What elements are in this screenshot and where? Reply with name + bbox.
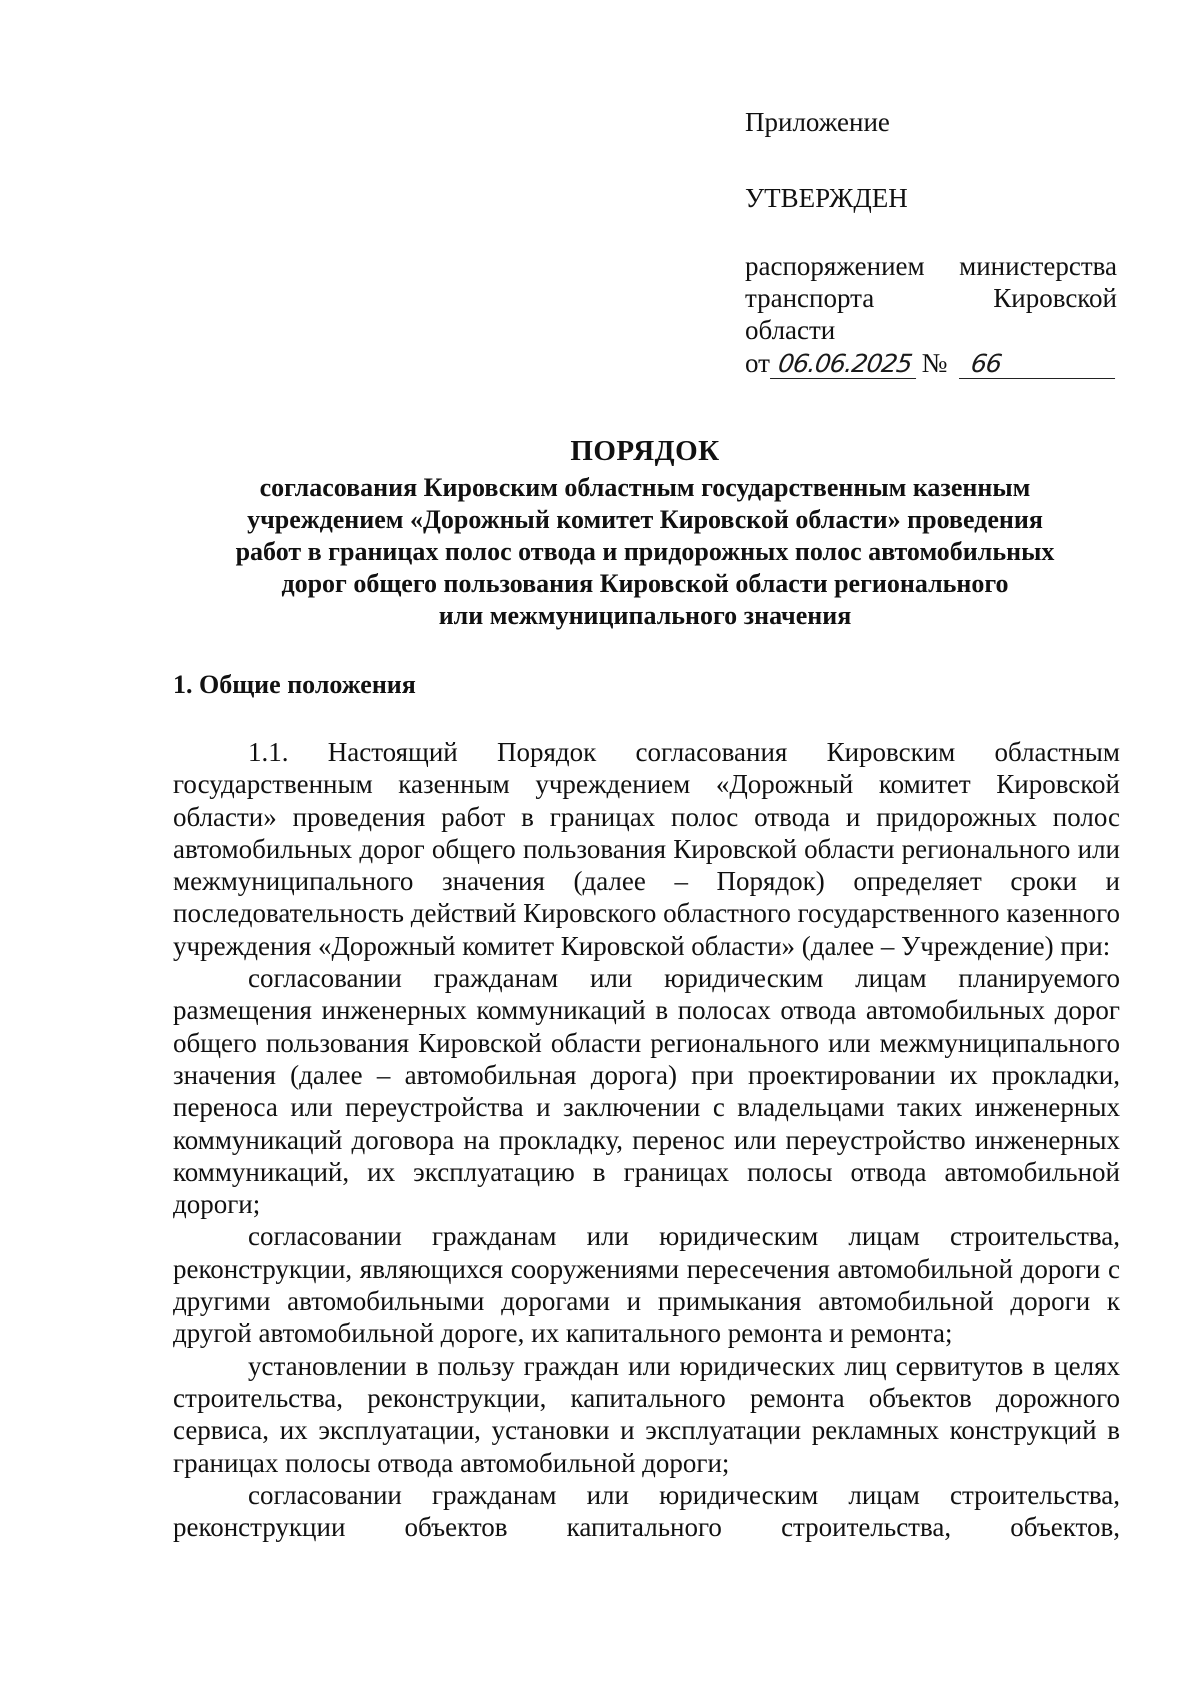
document-subtitle <box>170 472 1120 632</box>
paragraph: установлении в пользу граждан или юридических лиц сервитутов в целях строительства, реконструкции, капитального ремонта объектов дорожного сервиса, их эксплуатации, установки и эксплуатации рекламных конструкций в границах полосы отвода автомобильной дороги; <box>173 1350 1120 1478</box>
paragraph: согласовании гражданам или юридическим лицам строительства, реконструкции объектов капитального строительства, объектов, <box>173 1479 1120 1543</box>
handwritten-date: 06.06.2025 <box>770 350 920 379</box>
subtitle-line: согласования Кировским областным государственным казенным <box>259 473 1031 502</box>
issuer-text <box>745 250 1117 346</box>
paragraph: 1.1. Настоящий Порядок согласования Кировским областным государственным казенным учреждением «Дорожный комитет Кировской области» проведения работ в границах полос отвода и придорожных полос автомобильных дорог общего пользования Кировской области регионального или межмуниципального значения (далее – Порядок) определяет сроки и последовательность действий Кировского областного государственного казенного учреждения «Дорожный комитет Кировской области» (далее – Учреждение) при: <box>173 737 1120 961</box>
title-block <box>170 434 1120 632</box>
section-heading: 1. Общие положения <box>173 670 416 699</box>
subtitle-line: учреждением «Дорожный комитет Кировской области» проведения <box>247 505 1043 534</box>
date-prefix: от <box>745 348 770 378</box>
appendix-label: Приложение <box>745 107 890 137</box>
approval-block <box>745 106 1117 379</box>
handwritten-number: 66 <box>959 350 1119 379</box>
issuer-line-1: распоряжением министерства транспорта Кировской <box>745 251 1117 313</box>
paragraph: согласовании гражданам или юридическим лицам строительства, реконструкции, являющихся сооружениями пересечения автомобильной дороги с другими автомобильными дорогами и примыкания автомобильной дороги к другой автомобильной дороге, их капитального ремонта и ремонта; <box>173 1221 1120 1349</box>
subtitle-line: или межмуниципального значения <box>438 601 852 630</box>
paragraph: согласовании гражданам или юридическим лицам планируемого размещения инженерных коммуникаций в полосах отвода автомобильных дорог общего пользования Кировской области регионального или межмуниципального значения (далее – автомобильная дорога) при проектировании их прокладки, переноса или переустройства и заключении с владельцами таких инженерных коммуникаций договора на прокладку, перенос или переустройство инженерных коммуникаций, их эксплуатацию в границах полосы отвода автомобильной дороги; <box>173 963 1120 1220</box>
document-title: ПОРЯДОК <box>570 435 720 467</box>
issuer-line-2: области <box>745 315 836 345</box>
number-sign: № <box>921 348 948 378</box>
subtitle-line: работ в границах полос отвода и придорожных полос автомобильных <box>235 537 1055 566</box>
body-text <box>173 736 1120 1543</box>
approved-label: УТВЕРЖДЕН <box>745 183 908 213</box>
subtitle-line: дорог общего пользования Кировской области регионального <box>281 569 1009 598</box>
date-number-line <box>745 347 1117 379</box>
